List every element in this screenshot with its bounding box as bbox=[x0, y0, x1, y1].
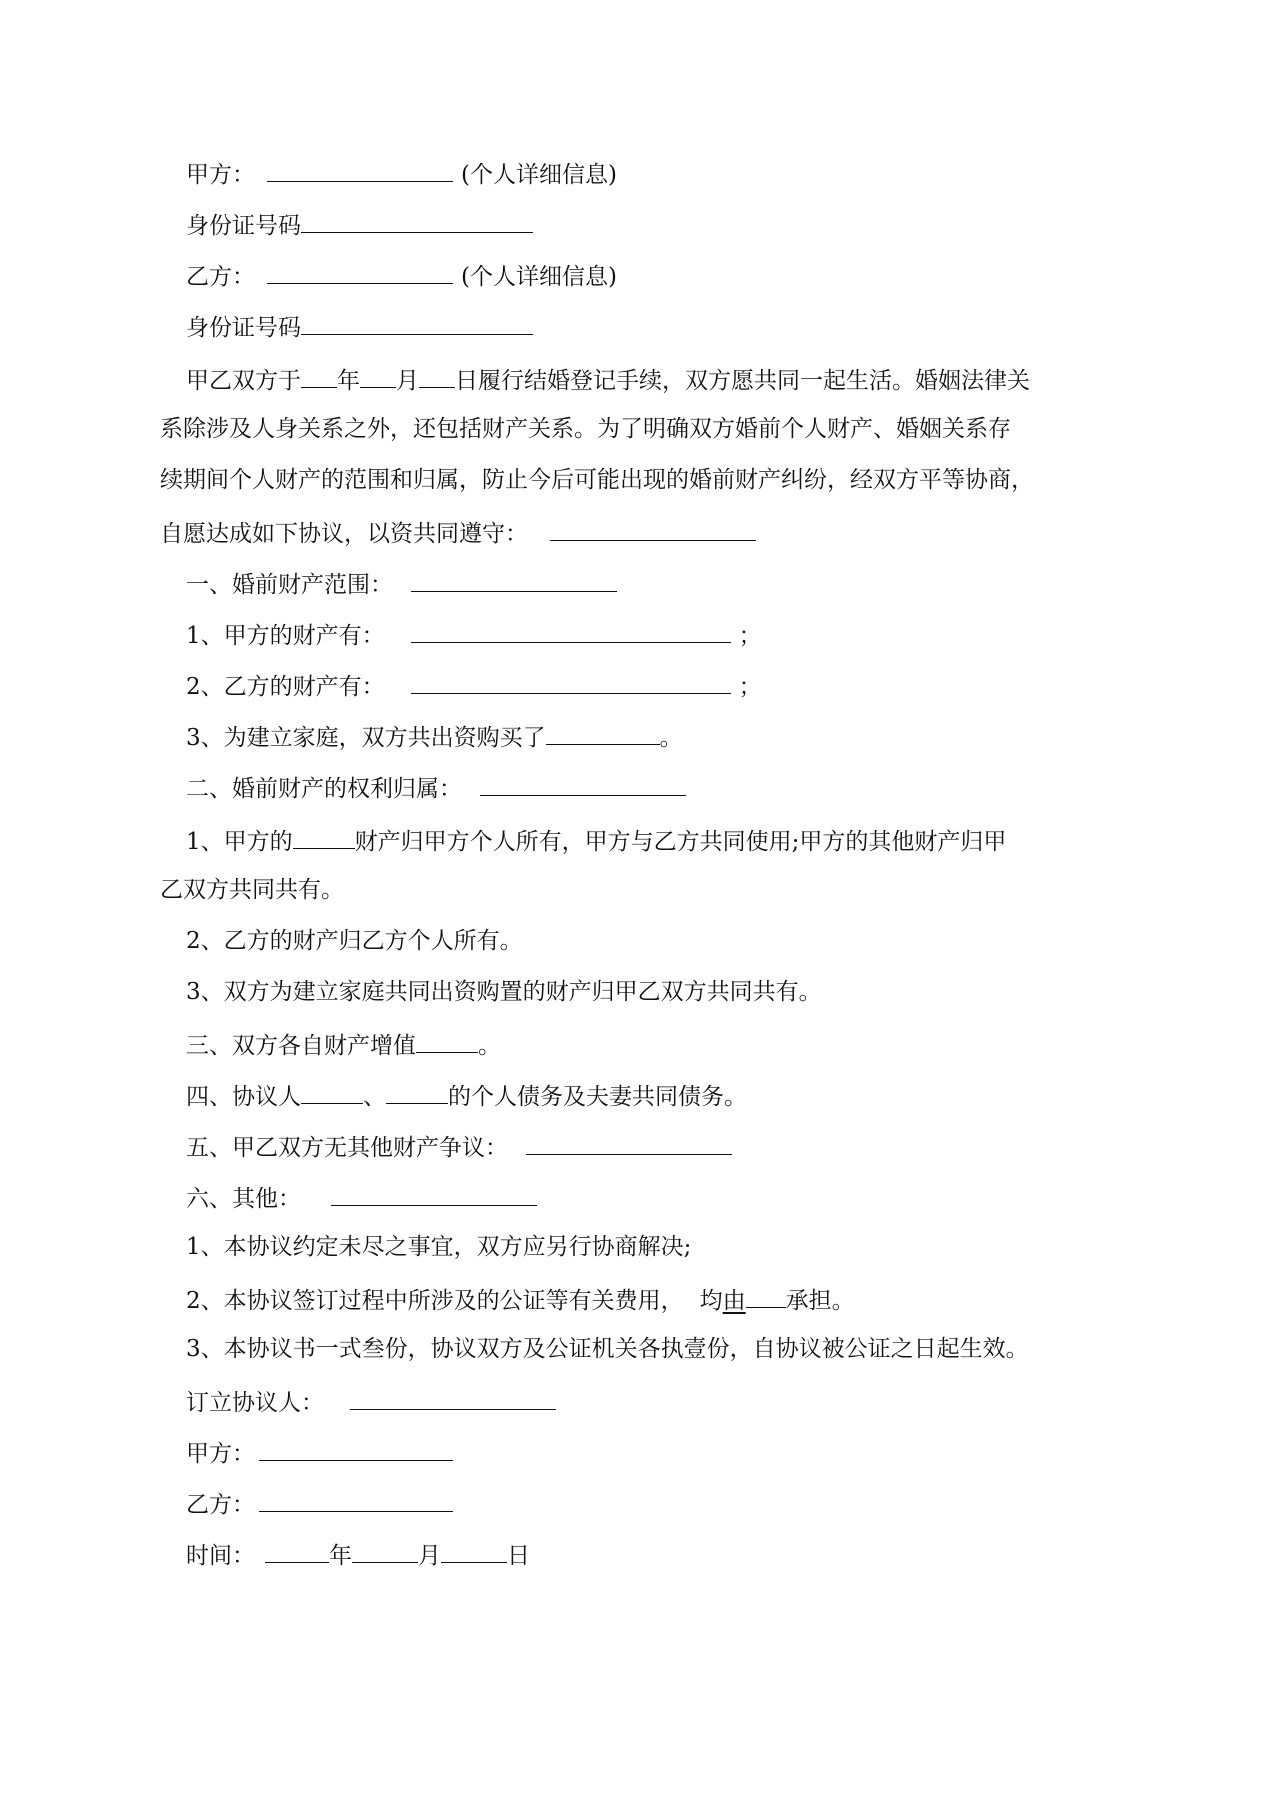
personal-info-note-b: (个人详细信息) bbox=[461, 264, 617, 290]
sec1-item3-line bbox=[186, 720, 683, 753]
party-a-assets-blank[interactable] bbox=[411, 618, 731, 643]
signing-day-blank[interactable] bbox=[441, 1538, 507, 1563]
signing-party-a-blank[interactable] bbox=[259, 1436, 453, 1461]
signing-parties-label: 订立协议人： bbox=[186, 1390, 324, 1416]
sec1-item1-line bbox=[186, 618, 762, 651]
intro-line-1 bbox=[186, 363, 1030, 396]
sec6-item2-d: 承担。 bbox=[785, 1288, 855, 1314]
id-number-label-b: 身份证号码 bbox=[186, 315, 301, 341]
sec6-item2-a: 2、本协议签订过程中所涉及的公证等有关费用， bbox=[186, 1288, 684, 1314]
debtor-b-blank[interactable] bbox=[386, 1079, 448, 1104]
debtor-a-blank[interactable] bbox=[301, 1079, 363, 1104]
intro-year: 年 bbox=[337, 368, 360, 394]
sec2-item1-line bbox=[186, 824, 1006, 857]
party-a-line bbox=[186, 157, 617, 190]
intro-line-4 bbox=[160, 516, 756, 549]
sec6-item3: 3、本协议书一式叁份，协议双方及公证机关各执壹份，自协议被公证之日起生效。 bbox=[186, 1336, 1029, 1362]
signing-party-a-label: 甲方： bbox=[186, 1441, 255, 1467]
signing-date-line bbox=[186, 1538, 530, 1571]
sec6-item2-b: 均 bbox=[699, 1288, 723, 1314]
signing-month-blank[interactable] bbox=[352, 1538, 418, 1563]
signing-year: 年 bbox=[329, 1543, 352, 1569]
party-a-id-line bbox=[186, 208, 533, 241]
sec2-item1-b: 财产归甲方个人所有，甲方与乙方共同使用;甲方的其他财产归甲 bbox=[354, 829, 1007, 855]
intro-blank[interactable] bbox=[550, 516, 756, 541]
party-a-id-blank[interactable] bbox=[301, 208, 533, 233]
party-b-line bbox=[186, 259, 617, 292]
appreciation-blank[interactable] bbox=[416, 1028, 478, 1053]
sec4-text-a: 四、协议人 bbox=[186, 1084, 301, 1110]
party-a-label: 甲方： bbox=[186, 162, 255, 188]
id-number-label: 身份证号码 bbox=[186, 213, 301, 239]
signing-party-a-line bbox=[186, 1436, 453, 1469]
signing-parties-blank[interactable] bbox=[350, 1385, 556, 1410]
sec3-period: 。 bbox=[478, 1033, 501, 1059]
intro-line-2: 系除涉及人身关系之外，还包括财产关系。为了明确双方婚前个人财产、婚姻关系存 bbox=[160, 416, 1011, 442]
signing-date-label: 时间： bbox=[186, 1543, 255, 1569]
intro-text-2: 日履行结婚登记手续，双方愿共同一起生活。婚姻法律关 bbox=[455, 368, 1030, 394]
sec4-line bbox=[186, 1079, 747, 1112]
sec1-title-line bbox=[186, 567, 617, 600]
signing-month: 月 bbox=[418, 1543, 441, 1569]
signing-day: 日 bbox=[507, 1543, 530, 1569]
party-b-label: 乙方： bbox=[186, 264, 255, 290]
sec2-item1-a: 1、甲方的 bbox=[186, 829, 293, 855]
signing-party-b-line bbox=[186, 1487, 453, 1520]
sec6-title-line bbox=[186, 1181, 537, 1214]
sec5-blank[interactable] bbox=[526, 1130, 732, 1155]
sec3-line bbox=[186, 1028, 501, 1061]
fee-bearer-blank[interactable] bbox=[746, 1283, 786, 1308]
sec3-title: 三、双方各自财产增值 bbox=[186, 1033, 416, 1059]
sec1-item3-period: 。 bbox=[659, 725, 683, 751]
sec1-item2-semicolon: ； bbox=[738, 674, 762, 700]
sec6-item2-c: 由 bbox=[722, 1288, 746, 1314]
sec6-item1: 1、本协议约定未尽之事宜，双方应另行协商解决; bbox=[186, 1234, 692, 1260]
signing-party-b-blank[interactable] bbox=[259, 1487, 453, 1512]
sec1-title: 一、婚前财产范围： bbox=[186, 572, 393, 598]
personal-info-note: (个人详细信息) bbox=[461, 162, 617, 188]
sec2-item2: 2、乙方的财产归乙方个人所有。 bbox=[186, 928, 523, 954]
party-b-id-blank[interactable] bbox=[301, 310, 533, 335]
party-a-property-blank[interactable] bbox=[293, 824, 355, 849]
sec2-title: 二、婚前财产的权利归属： bbox=[186, 776, 462, 802]
party-b-assets-blank[interactable] bbox=[411, 669, 731, 694]
sec1-item1: 1、甲方的财产有： bbox=[186, 623, 385, 649]
intro-line-3: 续期间个人财产的范围和归属，防止今后可能出现的婚前财产纠纷，经双方平等协商， bbox=[160, 467, 1034, 493]
intro-text-4: 自愿达成如下协议，以资共同遵守： bbox=[160, 521, 528, 547]
marriage-day-blank[interactable] bbox=[419, 363, 455, 388]
sec2-item1-cont: 乙双方共同共有。 bbox=[160, 877, 344, 903]
joint-purchase-blank[interactable] bbox=[546, 720, 660, 745]
signing-party-b-label: 乙方： bbox=[186, 1492, 255, 1518]
sec6-item2-line bbox=[186, 1283, 855, 1316]
sec2-item3: 3、双方为建立家庭共同出资购置的财产归甲乙双方共同共有。 bbox=[186, 979, 822, 1005]
sec1-item1-semicolon: ； bbox=[738, 623, 762, 649]
intro-month: 月 bbox=[396, 368, 419, 394]
sec4-sep: 、 bbox=[363, 1084, 386, 1110]
intro-text-1: 甲乙双方于 bbox=[186, 368, 301, 394]
signing-parties-line bbox=[186, 1385, 556, 1418]
sec5-line bbox=[186, 1130, 732, 1163]
sec2-title-line bbox=[186, 771, 686, 804]
sec1-blank[interactable] bbox=[411, 567, 617, 592]
sec6-blank[interactable] bbox=[331, 1181, 537, 1206]
party-b-name-blank[interactable] bbox=[267, 259, 453, 284]
sec1-item2-line bbox=[186, 669, 762, 702]
signing-year-blank[interactable] bbox=[265, 1538, 329, 1563]
marriage-year-blank[interactable] bbox=[301, 363, 337, 388]
party-a-name-blank[interactable] bbox=[267, 157, 453, 182]
sec2-blank[interactable] bbox=[480, 771, 686, 796]
sec5-title: 五、甲乙双方无其他财产争议： bbox=[186, 1135, 508, 1161]
sec1-item3: 3、为建立家庭，双方共出资购买了 bbox=[186, 725, 546, 751]
sec6-title: 六、其他： bbox=[186, 1186, 301, 1212]
sec4-text-b: 的个人债务及夫妻共同债务。 bbox=[448, 1084, 747, 1110]
party-b-id-line bbox=[186, 310, 533, 343]
sec1-item2: 2、乙方的财产有： bbox=[186, 674, 385, 700]
marriage-month-blank[interactable] bbox=[360, 363, 396, 388]
